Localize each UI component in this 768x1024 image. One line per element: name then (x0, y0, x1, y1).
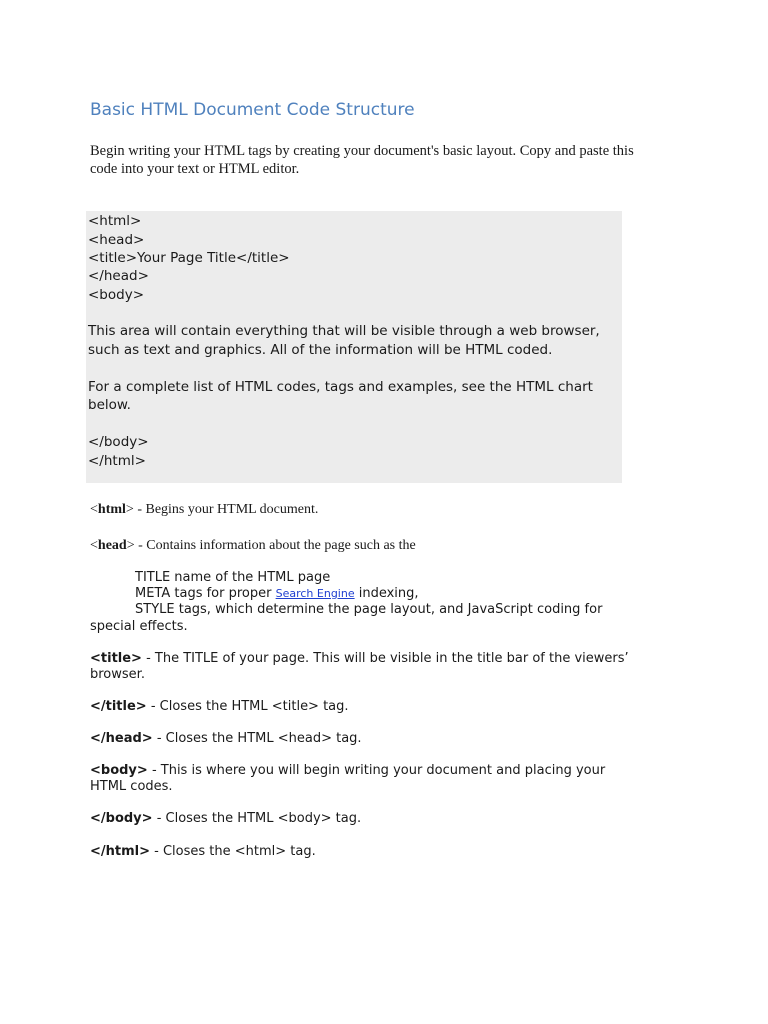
code-line: <html> (88, 213, 142, 229)
search-engine-link[interactable]: Search Engine (275, 587, 355, 600)
code-line: </head> (88, 268, 149, 284)
code-line: This area will contain everything that will be visible through a web browser, (88, 323, 600, 339)
code-line: For a complete list of HTML codes, tags and examples, see the HTML chart (88, 379, 593, 395)
code-line: </html> (88, 453, 146, 469)
tag-name: </body> (90, 811, 153, 826)
definition-title-cont: browser. (90, 667, 145, 682)
code-line: <title>Your Page Title</title> (88, 250, 290, 266)
head-item-title: TITLE name of the HTML page (135, 570, 331, 585)
tag-name: head (97, 538, 127, 553)
head-item-style: STYLE tags, which determine the page layout, and JavaScript coding for (135, 602, 603, 617)
definition-body-cont: HTML codes. (90, 779, 173, 794)
page-title: Basic HTML Document Code Structure (90, 100, 415, 120)
code-line: below. (88, 397, 131, 413)
code-line: <body> (88, 287, 145, 303)
intro-line-1: Begin writing your HTML tags by creating your document's basic layout. Copy and paste this (90, 143, 634, 159)
code-line: <head> (88, 232, 145, 248)
tag-name: html (97, 502, 126, 517)
intro-paragraph (90, 142, 680, 178)
intro-line-2: code into your text or HTML editor. (90, 161, 300, 177)
tag-name: </title> (90, 699, 147, 714)
definition-html-close: </html> - Closes the <html> tag. (90, 844, 316, 859)
tag-name: <title> (90, 651, 142, 666)
tag-name: <body> (90, 763, 148, 778)
head-item-meta: META tags for proper Search Engine indexing, (135, 586, 419, 601)
definition-body-close: </body> - Closes the HTML <body> tag. (90, 811, 362, 826)
code-line: </body> (88, 434, 149, 450)
code-line: such as text and graphics. All of the information will be HTML coded. (88, 342, 553, 358)
definition-html: <html> - Begins your HTML document. (90, 502, 319, 517)
definition-title-close: </title> - Closes the HTML <title> tag. (90, 699, 349, 714)
definition-title: <title> - The TITLE of your page. This will be visible in the title bar of the viewers’ (90, 651, 629, 666)
definition-body: <body> - This is where you will begin writing your document and placing your (90, 763, 606, 778)
definition-head-close: </head> - Closes the HTML <head> tag. (90, 731, 362, 746)
head-item-style-cont: special effects. (90, 619, 188, 634)
tag-name: </html> (90, 844, 151, 859)
definition-head: <head> - Contains information about the page such as the (90, 538, 416, 553)
tag-name: </head> (90, 731, 153, 746)
